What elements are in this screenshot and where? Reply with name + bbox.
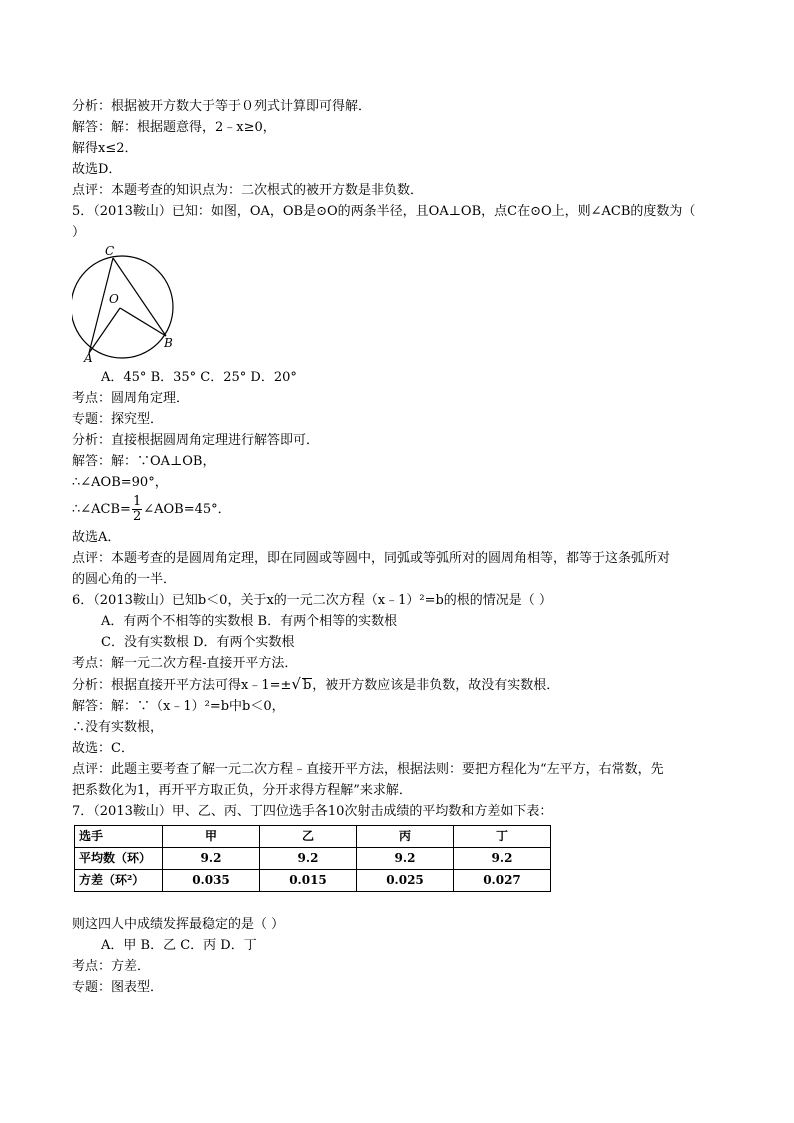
q6-solution: 解答：解：∵（x﹣1）²=b中b＜0， [72,699,285,714]
q7-kaodian: 考点：方差． [72,959,151,974]
q4-comment: 点评：本题考查的知识点为：二次根式的被开方数是非负数． [72,183,424,198]
table-header-cell: 选手 [75,826,163,848]
table-cell: 0.025 [357,870,454,892]
q6-analysis [72,674,732,696]
radius-ob [120,308,166,336]
spacer [72,892,732,914]
fraction-denominator: 2 [132,509,142,524]
fraction-numerator: 1 [132,494,142,509]
mean-label: 平均数（环） [75,848,163,870]
q6-options-1: A．有两个不相等的实数根 B．有两个相等的实数根 [101,614,398,629]
q6-comment-2: 把系数化为1，再开平方取正负，分开求得方程解”来求解． [72,783,412,798]
q6-choice: 故选：C． [72,741,134,756]
label-a: A [84,351,93,365]
label-b: B [164,336,173,350]
chord-cb [113,258,166,336]
q5-analysis: 分析：直接根据圆周角定理进行解答即可． [72,433,320,448]
q5-question: 5．（2013鞍山）已知：如图，OA，OB是⊙O的两条半径，且OA⊥OB，点C在⊙O上，则∠ACB的度数为（ [72,204,696,219]
q5-question-end: ） [72,225,86,240]
q6-analysis-suffix: ，被开方数应该是非负数，故没有实数根． [312,678,560,693]
radius-oa [89,308,120,353]
table-header-cell: 乙 [260,826,357,848]
q4-solution: 解答：解：根据题意得，2﹣x≥0， [72,120,276,135]
table-cell: 9.2 [454,848,551,870]
table-cell: 9.2 [260,848,357,870]
q5-comment-1: 点评：本题考查的是圆周角定理，即在同圆或等圆中，同弧或等弧所对的圆周角相等，都等于这条弧所对 [72,551,671,566]
sqrt-icon: √ [291,675,301,693]
table-cell: 0.027 [454,870,551,892]
table-cell: 9.2 [357,848,454,870]
table-header-cell: 丙 [357,826,454,848]
q6-solution-2: ∴没有实数根， [72,720,164,735]
q5-comment-2: 的圆心角的一半． [72,572,177,587]
q5-solution-3-prefix: ∴∠ACB= [72,502,131,517]
q5-solution-3 [72,493,732,527]
table-header-cell: 丁 [454,826,551,848]
q6-options-2: C．没有实数根 D．有两个实数根 [101,635,295,650]
document-page [72,96,732,998]
score-table [74,825,551,892]
q6-kaodian: 考点：解一元二次方程-直接开平方法． [72,656,298,671]
q5-options: A．45° B．35° C．25° D．20° [101,370,297,385]
table-cell: 9.2 [163,848,260,870]
q6-comment-1: 点评：此题主要考查了解一元二次方程﹣直接开平方法，根据法则：要把方程化为“左平方，右常数，先 [72,762,664,777]
q5-kaodian: 考点：圆周角定理． [72,391,190,406]
q5-solution-1: 解答：解：∵OA⊥OB， [72,454,216,469]
table-header-row [75,826,551,848]
q4-analysis: 分析：根据被开方数大于等于０列式计算即可得解． [72,99,372,114]
q5-choice: 故选A． [72,530,121,545]
q6-question: 6．（2013鞍山）已知b＜0，关于x的一元二次方程（x﹣1）²=b的根的情况是（ ） [72,593,552,608]
q7-ask: 则这四人中成绩发挥最稳定的是（ ） [72,917,285,932]
table-header-cell: 甲 [163,826,260,848]
circle-figure [72,245,192,367]
table-cell: 0.015 [260,870,357,892]
table-row [75,870,551,892]
q4-choice: 故选D． [72,162,122,177]
label-o: O [109,292,119,306]
table-cell: 0.035 [163,870,260,892]
circle-diagram [72,245,192,367]
q7-question: 7．（2013鞍山）甲、乙、丙、丁四位选手各10次射击成绩的平均数和方差如下表： [72,804,553,819]
half-fraction [132,495,142,524]
q4-solve: 解得x≤2． [72,141,138,156]
q6-analysis-prefix: 分析：根据直接开平方法可得x﹣1=± [72,678,292,693]
table-row [75,848,551,870]
sqrt-argument: b [302,678,312,693]
variance-label: 方差（环²） [75,870,163,892]
q7-options: A．甲 B．乙 C．丙 D．丁 [101,938,257,953]
q5-solution-2: ∴∠AOB=90°， [72,475,168,490]
q7-zhuanti: 专题：图表型． [72,980,164,995]
q5-zhuanti: 专题：探究型． [72,412,164,427]
q5-solution-3-suffix: ∠AOB=45°． [143,502,231,517]
label-c: C [105,244,115,258]
